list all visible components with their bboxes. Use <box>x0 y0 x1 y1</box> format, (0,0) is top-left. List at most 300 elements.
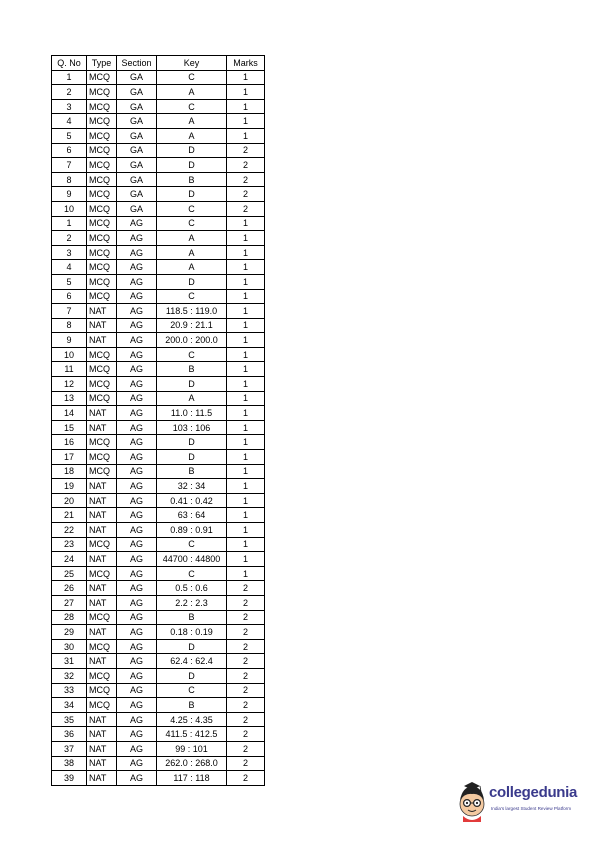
key-cell: D <box>157 143 227 158</box>
key-cell: 0.41 : 0.42 <box>157 493 227 508</box>
section-cell: AG <box>117 245 157 260</box>
section-cell: AG <box>117 347 157 362</box>
section-cell: AG <box>117 274 157 289</box>
key-cell: D <box>157 435 227 450</box>
key-cell: 0.18 : 0.19 <box>157 625 227 640</box>
key-cell: 11.0 : 11.5 <box>157 406 227 421</box>
q-no-cell: 27 <box>52 595 87 610</box>
table-row <box>52 274 265 289</box>
section-cell: GA <box>117 172 157 187</box>
collegedunia-logo <box>455 778 585 828</box>
type-cell: MCQ <box>87 201 117 216</box>
type-cell: NAT <box>87 333 117 348</box>
table-row <box>52 70 265 85</box>
marks-cell: 2 <box>227 712 265 727</box>
q-no-cell: 36 <box>52 727 87 742</box>
marks-cell: 2 <box>227 187 265 202</box>
marks-cell: 2 <box>227 172 265 187</box>
type-cell: MCQ <box>87 639 117 654</box>
type-cell: MCQ <box>87 537 117 552</box>
marks-cell: 1 <box>227 318 265 333</box>
section-cell: GA <box>117 85 157 100</box>
key-cell: B <box>157 698 227 713</box>
marks-cell: 1 <box>227 260 265 275</box>
marks-cell: 1 <box>227 274 265 289</box>
q-no-cell: 39 <box>52 771 87 786</box>
table-row <box>52 158 265 173</box>
header-type: Type <box>87 56 117 71</box>
type-cell: NAT <box>87 318 117 333</box>
table-row <box>52 771 265 786</box>
q-no-cell: 32 <box>52 668 87 683</box>
marks-cell: 2 <box>227 741 265 756</box>
q-no-cell: 26 <box>52 581 87 596</box>
marks-cell: 2 <box>227 610 265 625</box>
key-cell: 0.89 : 0.91 <box>157 523 227 538</box>
section-cell: AG <box>117 552 157 567</box>
key-cell: A <box>157 114 227 129</box>
type-cell: NAT <box>87 756 117 771</box>
type-cell: NAT <box>87 581 117 596</box>
table-row <box>52 143 265 158</box>
q-no-cell: 10 <box>52 347 87 362</box>
key-cell: D <box>157 158 227 173</box>
type-cell: NAT <box>87 304 117 319</box>
marks-cell: 1 <box>227 464 265 479</box>
section-cell: AG <box>117 362 157 377</box>
table-row <box>52 347 265 362</box>
table-row <box>52 377 265 392</box>
key-cell: 4.25 : 4.35 <box>157 712 227 727</box>
section-cell: AG <box>117 464 157 479</box>
table-row <box>52 756 265 771</box>
marks-cell: 1 <box>227 231 265 246</box>
marks-cell: 1 <box>227 362 265 377</box>
q-no-cell: 38 <box>52 756 87 771</box>
section-cell: AG <box>117 508 157 523</box>
header-key: Key <box>157 56 227 71</box>
section-cell: AG <box>117 493 157 508</box>
marks-cell: 1 <box>227 435 265 450</box>
type-cell: MCQ <box>87 610 117 625</box>
table-row <box>52 187 265 202</box>
key-cell: C <box>157 347 227 362</box>
table-row <box>52 435 265 450</box>
type-cell: NAT <box>87 741 117 756</box>
type-cell: NAT <box>87 493 117 508</box>
table-row <box>52 493 265 508</box>
marks-cell: 2 <box>227 771 265 786</box>
type-cell: MCQ <box>87 143 117 158</box>
section-cell: AG <box>117 420 157 435</box>
q-no-cell: 13 <box>52 391 87 406</box>
key-cell: 32 : 34 <box>157 479 227 494</box>
marks-cell: 2 <box>227 727 265 742</box>
section-cell: AG <box>117 450 157 465</box>
type-cell: MCQ <box>87 85 117 100</box>
type-cell: NAT <box>87 712 117 727</box>
section-cell: AG <box>117 406 157 421</box>
type-cell: MCQ <box>87 450 117 465</box>
marks-cell: 2 <box>227 698 265 713</box>
table-row <box>52 464 265 479</box>
header-section: Section <box>117 56 157 71</box>
key-cell: B <box>157 362 227 377</box>
marks-cell: 2 <box>227 595 265 610</box>
section-cell: AG <box>117 683 157 698</box>
type-cell: NAT <box>87 771 117 786</box>
key-cell: D <box>157 639 227 654</box>
type-cell: MCQ <box>87 566 117 581</box>
section-cell: AG <box>117 698 157 713</box>
table-row <box>52 450 265 465</box>
section-cell: AG <box>117 610 157 625</box>
section-cell: GA <box>117 143 157 158</box>
marks-cell: 2 <box>227 581 265 596</box>
type-cell: MCQ <box>87 216 117 231</box>
marks-cell: 1 <box>227 128 265 143</box>
table-row <box>52 420 265 435</box>
section-cell: AG <box>117 581 157 596</box>
type-cell: NAT <box>87 479 117 494</box>
type-cell: NAT <box>87 727 117 742</box>
type-cell: MCQ <box>87 464 117 479</box>
table-row <box>52 128 265 143</box>
marks-cell: 2 <box>227 158 265 173</box>
q-no-cell: 30 <box>52 639 87 654</box>
key-cell: C <box>157 99 227 114</box>
marks-cell: 1 <box>227 450 265 465</box>
marks-cell: 1 <box>227 377 265 392</box>
section-cell: AG <box>117 216 157 231</box>
type-cell: MCQ <box>87 362 117 377</box>
table-row <box>52 683 265 698</box>
key-cell: 117 : 118 <box>157 771 227 786</box>
table-row <box>52 654 265 669</box>
table-row <box>52 260 265 275</box>
q-no-cell: 14 <box>52 406 87 421</box>
section-cell: AG <box>117 333 157 348</box>
section-cell: GA <box>117 187 157 202</box>
marks-cell: 1 <box>227 114 265 129</box>
section-cell: AG <box>117 756 157 771</box>
marks-cell: 1 <box>227 493 265 508</box>
marks-cell: 2 <box>227 625 265 640</box>
marks-cell: 1 <box>227 552 265 567</box>
table-row <box>52 333 265 348</box>
marks-cell: 1 <box>227 479 265 494</box>
table-row <box>52 406 265 421</box>
section-cell: AG <box>117 231 157 246</box>
marks-cell: 2 <box>227 143 265 158</box>
key-cell: A <box>157 391 227 406</box>
table-row <box>52 479 265 494</box>
key-cell: 63 : 64 <box>157 508 227 523</box>
key-cell: C <box>157 70 227 85</box>
q-no-cell: 17 <box>52 450 87 465</box>
q-no-cell: 9 <box>52 333 87 348</box>
q-no-cell: 7 <box>52 158 87 173</box>
section-cell: AG <box>117 391 157 406</box>
key-cell: C <box>157 216 227 231</box>
type-cell: NAT <box>87 595 117 610</box>
marks-cell: 1 <box>227 537 265 552</box>
key-cell: C <box>157 289 227 304</box>
q-no-cell: 6 <box>52 143 87 158</box>
marks-cell: 2 <box>227 756 265 771</box>
q-no-cell: 19 <box>52 479 87 494</box>
key-cell: A <box>157 231 227 246</box>
marks-cell: 2 <box>227 654 265 669</box>
type-cell: MCQ <box>87 99 117 114</box>
table-row <box>52 712 265 727</box>
table-row <box>52 508 265 523</box>
section-cell: GA <box>117 128 157 143</box>
type-cell: NAT <box>87 508 117 523</box>
table-row <box>52 172 265 187</box>
type-cell: MCQ <box>87 698 117 713</box>
key-cell: 411.5 : 412.5 <box>157 727 227 742</box>
q-no-cell: 15 <box>52 420 87 435</box>
q-no-cell: 8 <box>52 318 87 333</box>
marks-cell: 2 <box>227 639 265 654</box>
type-cell: MCQ <box>87 683 117 698</box>
type-cell: NAT <box>87 552 117 567</box>
key-cell: D <box>157 668 227 683</box>
key-cell: 44700 : 44800 <box>157 552 227 567</box>
key-cell: 20.9 : 21.1 <box>157 318 227 333</box>
section-cell: AG <box>117 435 157 450</box>
q-no-cell: 37 <box>52 741 87 756</box>
q-no-cell: 11 <box>52 362 87 377</box>
q-no-cell: 24 <box>52 552 87 567</box>
table-row <box>52 216 265 231</box>
type-cell: MCQ <box>87 260 117 275</box>
table-row <box>52 523 265 538</box>
marks-cell: 1 <box>227 333 265 348</box>
q-no-cell: 10 <box>52 201 87 216</box>
q-no-cell: 1 <box>52 216 87 231</box>
table-row <box>52 85 265 100</box>
q-no-cell: 16 <box>52 435 87 450</box>
type-cell: MCQ <box>87 435 117 450</box>
type-cell: MCQ <box>87 128 117 143</box>
q-no-cell: 33 <box>52 683 87 698</box>
section-cell: AG <box>117 625 157 640</box>
section-cell: GA <box>117 114 157 129</box>
type-cell: NAT <box>87 406 117 421</box>
key-cell: D <box>157 187 227 202</box>
q-no-cell: 29 <box>52 625 87 640</box>
q-no-cell: 3 <box>52 245 87 260</box>
table-row <box>52 727 265 742</box>
key-cell: A <box>157 245 227 260</box>
key-cell: 103 : 106 <box>157 420 227 435</box>
type-cell: MCQ <box>87 172 117 187</box>
key-cell: A <box>157 85 227 100</box>
type-cell: MCQ <box>87 245 117 260</box>
key-cell: 200.0 : 200.0 <box>157 333 227 348</box>
key-cell: C <box>157 201 227 216</box>
marks-cell: 1 <box>227 508 265 523</box>
key-cell: 99 : 101 <box>157 741 227 756</box>
type-cell: MCQ <box>87 668 117 683</box>
type-cell: MCQ <box>87 274 117 289</box>
logo-brand-text: collegedunia <box>489 784 578 801</box>
key-cell: C <box>157 566 227 581</box>
marks-cell: 1 <box>227 289 265 304</box>
table-row <box>52 610 265 625</box>
marks-cell: 1 <box>227 523 265 538</box>
section-cell: AG <box>117 537 157 552</box>
q-no-cell: 9 <box>52 187 87 202</box>
q-no-cell: 23 <box>52 537 87 552</box>
type-cell: NAT <box>87 625 117 640</box>
type-cell: MCQ <box>87 114 117 129</box>
section-cell: GA <box>117 201 157 216</box>
marks-cell: 1 <box>227 85 265 100</box>
type-cell: MCQ <box>87 70 117 85</box>
section-cell: AG <box>117 260 157 275</box>
q-no-cell: 20 <box>52 493 87 508</box>
q-no-cell: 28 <box>52 610 87 625</box>
type-cell: MCQ <box>87 187 117 202</box>
section-cell: GA <box>117 99 157 114</box>
key-cell: B <box>157 610 227 625</box>
q-no-cell: 3 <box>52 99 87 114</box>
q-no-cell: 12 <box>52 377 87 392</box>
section-cell: AG <box>117 654 157 669</box>
type-cell: MCQ <box>87 391 117 406</box>
answer-key-table <box>51 55 265 786</box>
q-no-cell: 5 <box>52 274 87 289</box>
table-row <box>52 304 265 319</box>
q-no-cell: 22 <box>52 523 87 538</box>
key-cell: B <box>157 172 227 187</box>
table-body <box>52 70 265 785</box>
key-cell: C <box>157 683 227 698</box>
table-row <box>52 201 265 216</box>
section-cell: AG <box>117 318 157 333</box>
table-row <box>52 391 265 406</box>
key-cell: 2.2 : 2.3 <box>157 595 227 610</box>
key-cell: B <box>157 464 227 479</box>
student-mascot-icon <box>455 780 489 822</box>
key-cell: 118.5 : 119.0 <box>157 304 227 319</box>
q-no-cell: 1 <box>52 70 87 85</box>
type-cell: MCQ <box>87 231 117 246</box>
table-row <box>52 552 265 567</box>
marks-cell: 1 <box>227 70 265 85</box>
key-cell: 262.0 : 268.0 <box>157 756 227 771</box>
q-no-cell: 8 <box>52 172 87 187</box>
section-cell: AG <box>117 727 157 742</box>
section-cell: AG <box>117 566 157 581</box>
q-no-cell: 2 <box>52 85 87 100</box>
table-row <box>52 231 265 246</box>
table-row <box>52 698 265 713</box>
key-cell: 0.5 : 0.6 <box>157 581 227 596</box>
marks-cell: 1 <box>227 99 265 114</box>
header-marks: Marks <box>227 56 265 71</box>
type-cell: MCQ <box>87 158 117 173</box>
type-cell: MCQ <box>87 347 117 362</box>
q-no-cell: 34 <box>52 698 87 713</box>
section-cell: AG <box>117 479 157 494</box>
header-q-no: Q. No <box>52 56 87 71</box>
key-cell: D <box>157 377 227 392</box>
table-row <box>52 639 265 654</box>
type-cell: NAT <box>87 523 117 538</box>
q-no-cell: 2 <box>52 231 87 246</box>
section-cell: AG <box>117 304 157 319</box>
table-row <box>52 566 265 581</box>
key-cell: D <box>157 274 227 289</box>
section-cell: GA <box>117 70 157 85</box>
q-no-cell: 18 <box>52 464 87 479</box>
q-no-cell: 35 <box>52 712 87 727</box>
section-cell: GA <box>117 158 157 173</box>
type-cell: NAT <box>87 654 117 669</box>
marks-cell: 2 <box>227 683 265 698</box>
table-row <box>52 99 265 114</box>
section-cell: AG <box>117 771 157 786</box>
q-no-cell: 21 <box>52 508 87 523</box>
table-row <box>52 537 265 552</box>
type-cell: NAT <box>87 420 117 435</box>
section-cell: AG <box>117 523 157 538</box>
table-row <box>52 245 265 260</box>
section-cell: AG <box>117 289 157 304</box>
marks-cell: 1 <box>227 304 265 319</box>
table-row <box>52 741 265 756</box>
table-header-row <box>52 56 265 71</box>
section-cell: AG <box>117 712 157 727</box>
marks-cell: 2 <box>227 201 265 216</box>
q-no-cell: 6 <box>52 289 87 304</box>
type-cell: MCQ <box>87 289 117 304</box>
q-no-cell: 7 <box>52 304 87 319</box>
table-row <box>52 625 265 640</box>
marks-cell: 1 <box>227 216 265 231</box>
q-no-cell: 4 <box>52 260 87 275</box>
section-cell: AG <box>117 595 157 610</box>
table-row <box>52 581 265 596</box>
table-row <box>52 318 265 333</box>
marks-cell: 1 <box>227 420 265 435</box>
marks-cell: 1 <box>227 391 265 406</box>
q-no-cell: 25 <box>52 566 87 581</box>
table-row <box>52 289 265 304</box>
table-row <box>52 668 265 683</box>
q-no-cell: 5 <box>52 128 87 143</box>
marks-cell: 2 <box>227 668 265 683</box>
key-cell: 62.4 : 62.4 <box>157 654 227 669</box>
section-cell: AG <box>117 639 157 654</box>
marks-cell: 1 <box>227 566 265 581</box>
logo-tagline: India's largest Student Review Platform <box>491 806 572 811</box>
key-cell: A <box>157 128 227 143</box>
q-no-cell: 31 <box>52 654 87 669</box>
type-cell: MCQ <box>87 377 117 392</box>
section-cell: AG <box>117 377 157 392</box>
key-cell: C <box>157 537 227 552</box>
q-no-cell: 4 <box>52 114 87 129</box>
marks-cell: 1 <box>227 347 265 362</box>
table-row <box>52 362 265 377</box>
key-cell: A <box>157 260 227 275</box>
marks-cell: 1 <box>227 406 265 421</box>
